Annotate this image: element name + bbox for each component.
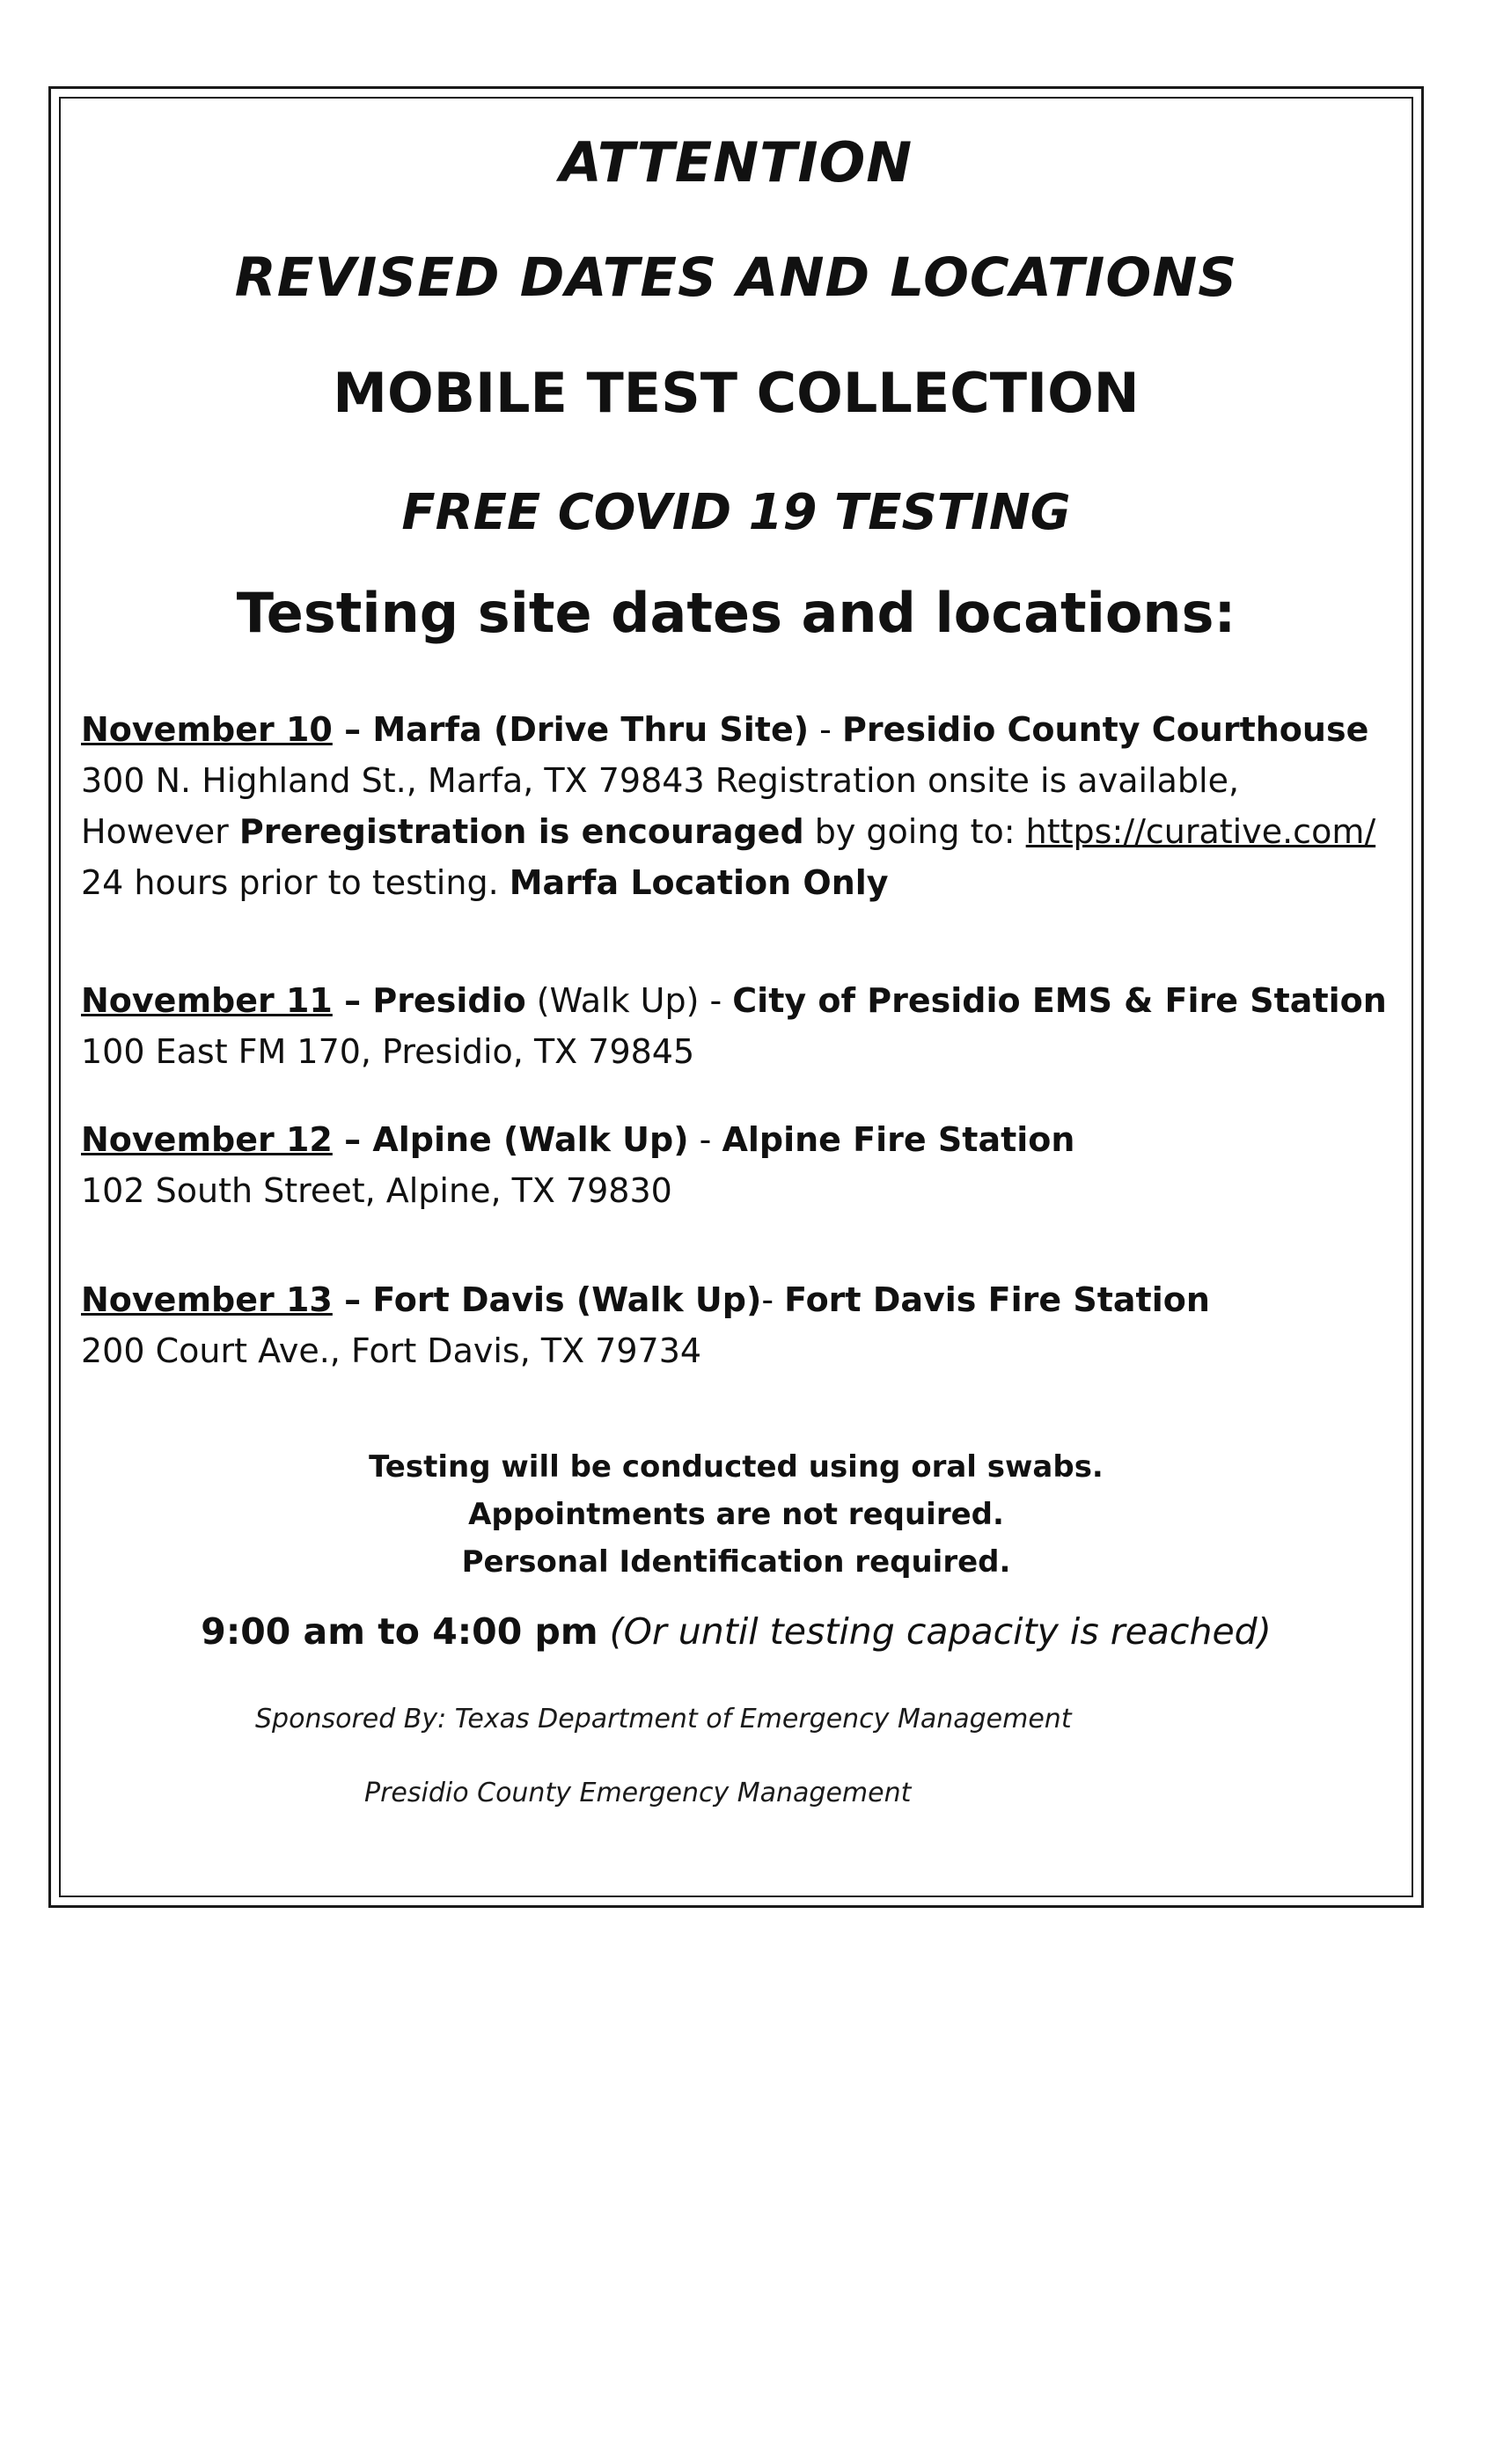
curative-link[interactable]: https://curative.com/ (1025, 812, 1376, 851)
note-no-appointments: Appointments are not required. (468, 1497, 1004, 1532)
location-sep: – (332, 981, 373, 1020)
testing-hours (59, 1610, 1413, 1653)
location-mode: (Walk Up) - (525, 981, 733, 1020)
note-oral-swabs: Testing will be conducted using oral swabs. (369, 1449, 1104, 1485)
sites-heading: Testing site dates and locations: (236, 581, 1236, 645)
prior-line (81, 857, 1383, 908)
sponsor-line-2: Presidio County Emergency Management (364, 1778, 912, 1808)
location-sep: – (332, 710, 373, 749)
location-title-line (81, 975, 1387, 1026)
location-dash: - (761, 1280, 785, 1319)
prereg-prefix: However (81, 812, 239, 851)
location-presidio (81, 975, 1387, 1077)
location-sep: – (332, 1280, 373, 1319)
free-testing-heading: FREE COVID 19 TESTING (401, 484, 1071, 541)
location-site: Fort Davis Fire Station (784, 1280, 1210, 1319)
location-address: 100 East FM 170, Presidio, TX 79845 (81, 1032, 695, 1071)
hours-capacity: (Or until testing capacity is reached) (609, 1610, 1272, 1653)
flyer-content (59, 97, 1413, 1897)
location-title-line (81, 704, 1383, 755)
location-title-line (81, 1274, 1383, 1325)
location-city: Marfa (Drive Thru Site) (372, 710, 810, 749)
location-dash: - (809, 710, 842, 749)
location-dash: - (688, 1120, 722, 1159)
location-date: November 13 (81, 1280, 333, 1319)
location-site: Presidio County Courthouse (841, 710, 1369, 749)
note-id-required: Personal Identification required. (461, 1544, 1011, 1580)
location-date: November 11 (81, 981, 333, 1020)
location-city: Alpine (Walk Up) (372, 1120, 689, 1159)
preregistration-line (81, 806, 1383, 857)
prereg-mid: by going to: (803, 812, 1026, 851)
prereg-emphasis: Preregistration is encouraged (238, 812, 804, 851)
location-city: Presidio (372, 981, 526, 1020)
marfa-only-note: Marfa Location Only (509, 863, 889, 902)
location-fort-davis (81, 1274, 1383, 1376)
prior-text: 24 hours prior to testing. (81, 863, 510, 902)
location-date: November 10 (81, 710, 333, 749)
location-date: November 12 (81, 1120, 333, 1159)
location-site: Alpine Fire Station (722, 1120, 1075, 1159)
location-title-line (81, 1114, 1383, 1165)
location-site: City of Presidio EMS & Fire Station (732, 981, 1387, 1020)
testing-notes (59, 1443, 1413, 1586)
mobile-test-heading: MOBILE TEST COLLECTION (333, 361, 1140, 425)
location-address: 300 N. Highland St., Marfa, TX 79843 Registration onsite is available, (81, 761, 1240, 800)
location-address: 200 Court Ave., Fort Davis, TX 79734 (81, 1331, 702, 1370)
revised-heading: REVISED DATES AND LOCATIONS (234, 246, 1238, 309)
location-alpine (81, 1114, 1383, 1216)
location-sep: – (332, 1120, 373, 1159)
hours-time: 9:00 am to 4:00 pm (201, 1610, 598, 1653)
location-city: Fort Davis (Walk Up) (372, 1280, 762, 1319)
attention-heading: ATTENTION (559, 130, 913, 194)
sponsor-line-1: Sponsored By: Texas Department of Emergency Management (255, 1704, 1072, 1734)
location-marfa (81, 704, 1383, 908)
location-address: 102 South Street, Alpine, TX 79830 (81, 1171, 672, 1210)
